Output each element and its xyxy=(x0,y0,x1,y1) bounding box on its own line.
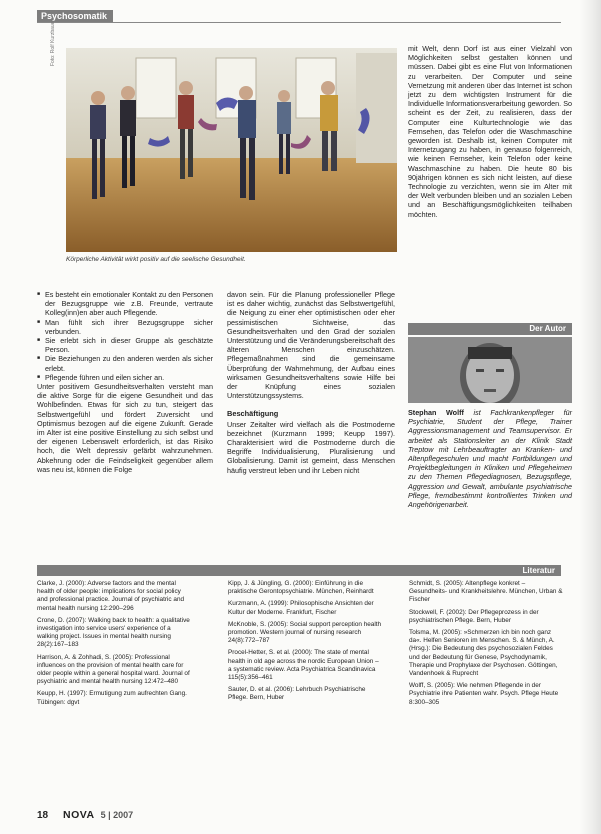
column-1 xyxy=(37,290,213,474)
list-item: ■ Sie erlebt sich in dieser Gruppe als geschätzte Person. xyxy=(37,336,213,354)
reference: Crone, D. (2007): Walking back to health: a qualitative investigation into service users' experience of a walking project. Issues in mental health nursing 28(2):167–183 xyxy=(37,616,190,649)
list-item: ■ Man fühlt sich ihrer Bezugsgruppe sicher verbunden. xyxy=(37,318,213,336)
author-tag xyxy=(408,323,572,335)
header-rule xyxy=(37,22,561,23)
magazine-name: NOVA xyxy=(63,809,95,821)
author-name: Stephan Wolff xyxy=(408,408,464,417)
photo-credit: Foto: Rolf Kurzbauer xyxy=(50,19,56,66)
page-fold-shadow xyxy=(579,0,601,834)
reference: Harrison, A. & Zohhadi, S. (2005): Professional influences on the provision of mental health care for older people within a general hospital ward. Journal of psychiatric and mental health nursing 12:472–480 xyxy=(37,653,190,686)
photo-caption: Körperliche Aktivität wirkt positiv auf die seelische Gesundheit. xyxy=(66,256,246,263)
literature-column-3 xyxy=(409,580,564,711)
body-paragraph: davon sein. Für die Planung professioneller Pflege ist es daher wichtig, zunächst das Selbstwertgefühl, die Neigung zu einer eher optimistischen oder eher pessimistischen Sichtweise, das Gesundheitsverhalten und den Grad der sozialen Unterstützung und die Veränderungsbereitschaft des älteren Menschen einzuschätzen. Pflegemaßnahmen sind die gemeinsame Überprüfung der Wahrnehmung, der Aufbau eines wirksamen Gesundheitsverhaltens sowie Hilfe bei der Knüpfung eines sozialen Unterstützungssystems. xyxy=(227,290,395,401)
bullet-list xyxy=(37,290,213,382)
reference: Keupp, H. (1997): Ermutigung zum aufrechten Gang. Tübingen: dgvt xyxy=(37,690,187,706)
body-paragraph: mit Welt, denn Dorf ist aus einer Vielzahl von Möglichkeiten selbst gestalten können und müssen. Dabei gibt es eine Flut von Informationen zu verarbeiten. Der Computer und seine Vernetzung mit anderen über das Internet ist schon jetzt zu dem wichtigsten Instrument für die Individuelle Informationsverarbeitung geworden. So scheint es der Zeit, zu realisieren, dass der Computer eine Kulturtechnologie wie das Fernsehen, das Telefon oder die Waschmaschine geworden ist. Deshalb ist, keinen Computer mit Internetzugang zu haben, in genauso folgenreich, wie keinen Fernseher, kein Telefon oder keine Waschmaschine zu haben. Die heute 80 bis 90jährigen können es sich nicht leisten, auf diese Technologie zu verzichten, wenn sie im Alter mit der Welt verbunden bleiben und an sozialen Leben und an Beschäftigungsmöglichkeiten teilhaben möchten. xyxy=(408,44,572,219)
reference: Stockwell, F. (2002): Der Pflegeprozess in der psychiatrischen Pflege. Bern, Huber xyxy=(409,608,539,624)
list-item: ■ Pflegende führen und eilen sicher an. xyxy=(37,373,213,382)
body-paragraph: Unser Zeitalter wird vielfach als die Postmoderne bezeichnet (Kurzmann 1999; Keupp 1997). Charakterisiert wird die Postmoderne durch die Begriffe Individualisierung, Pluralisierung und Globalisierung. Damit ist gemeint, dass Menschen häufig verstreut leben und ihr Leben nicht xyxy=(227,419,395,475)
reference: Wolff, S. (2005): Wie nehmen Pflegende in der Psychiatrie ihre Patienten wahr. Psych. Pflege Heute 8:300–305 xyxy=(409,682,559,706)
author-photo xyxy=(408,337,572,403)
column-2 xyxy=(227,290,395,475)
body-paragraph: Unter positivem Gesundheitsverhalten versteht man die aktive Sorge für die eigene Gesundheit und das Wohlbefinden. Etwas für sich zu tun, steigert das Selbstwertgefühl und fördert Zuversicht und Optimismus bezogen auf die eigene Zukunft. Gerade im Alter ist eine positive Einstellung zu sich selbst und der eigenen Lebenswelt erforderlich, ist das Risiko hoch, die Welt depressiv gefärbt wahrzunehmen. Abkehrung oder die Feindseligkeit gegenüber allem was neu ist, können die Folge xyxy=(37,382,213,474)
section-tag: Psychosomatik xyxy=(37,10,113,22)
author-bio xyxy=(408,408,572,509)
page-footer xyxy=(37,809,561,821)
author-tag-label: Der Autor xyxy=(529,324,566,333)
column-3 xyxy=(408,44,572,219)
list-item: ■ Es besteht ein emotionaler Kontakt zu den Personen der Bezugsgruppe wie z.B. Freunde, vertraute Kolleg(inn)en aber auch Pflegende. xyxy=(37,290,213,318)
reference: Clarke, J. (2000): Adverse factors and the mental health of older people: implications for social policy and professional practice. Journal of psychiatric and mental health nursing 12:290–296 xyxy=(37,580,185,612)
exercise-photo xyxy=(66,48,397,252)
literature-tag xyxy=(37,565,561,576)
reference: Tolsma, M. (2005): »Schmerzen ich bin noch ganz da«. Helfen Senioren im Menschen. S. & Münch, A. (Hrsg.): Die Bedeutung des psychosozialen Feldes und der Bedeutung für Genese, Psychodynamik, Therapie und Prophylaxe der Psychosen. Göttingen, Vandenhoek & Ruprecht xyxy=(409,629,558,678)
list-item: ■ Die Beziehungen zu den anderen werden als sicher erlebt. xyxy=(37,354,213,372)
reference: Procel-Hetter, S. et al. (2000): The state of mental health in old age across the nordic European Union – a systematic review. Acta Psychiatrica Scandinavica 115(5):356–461 xyxy=(228,649,379,682)
reference: Kipp, J. & Jüngling, G. (2000): Einführung in die praktische Gerontopsychiatrie. München, Reinhardt xyxy=(228,580,374,596)
issue-number: 5 | 2007 xyxy=(100,810,134,820)
literature-tag-label: Literatur xyxy=(522,566,555,575)
reference: McKnoble, S. (2005): Social support perception health promotion. Western journal of nursing research 24(8):772–787 xyxy=(228,620,382,645)
author-bio-text: ist Fachkrankenpfleger für Psychiatrie, Student der Pflege, Trainer Aggressionsmanagement und Teamsupervisor. Er arbeitet als Stationsleiter an der Klinik Stadt Treptow mit Lehrbeauftragter an Kranken- und Altenpflegeschulen und macht Fortbildungen und Projektbegleitungen in Kliniken und Pflegeheimen zu den Themen Pflegediagnosen, Bezugspflege, Aggression und Gewalt, ambulante psychiatrische Pflege, fremdbestimmt kontrolliertes Trinken und Angehörigenarbeit. xyxy=(408,408,572,510)
literature-column-2 xyxy=(228,580,383,707)
reference: Kurzmann, A. (1999): Philosophische Ansichten der Kultur der Moderne. Frankfurt, Fischer xyxy=(228,600,374,616)
reference: Schmidt, S. (2005): Altenpflege konkret – Gesundheits- und Krankheitslehre. München, Urban & Fischer xyxy=(409,580,563,604)
subheading: Beschäftigung xyxy=(227,409,279,419)
reference: Sauter, D. et al. (2006): Lehrbuch Psychiatrische Pflege. Bern, Huber xyxy=(228,686,366,702)
page-number: 18 xyxy=(37,810,49,821)
literature-column-1 xyxy=(37,580,192,711)
